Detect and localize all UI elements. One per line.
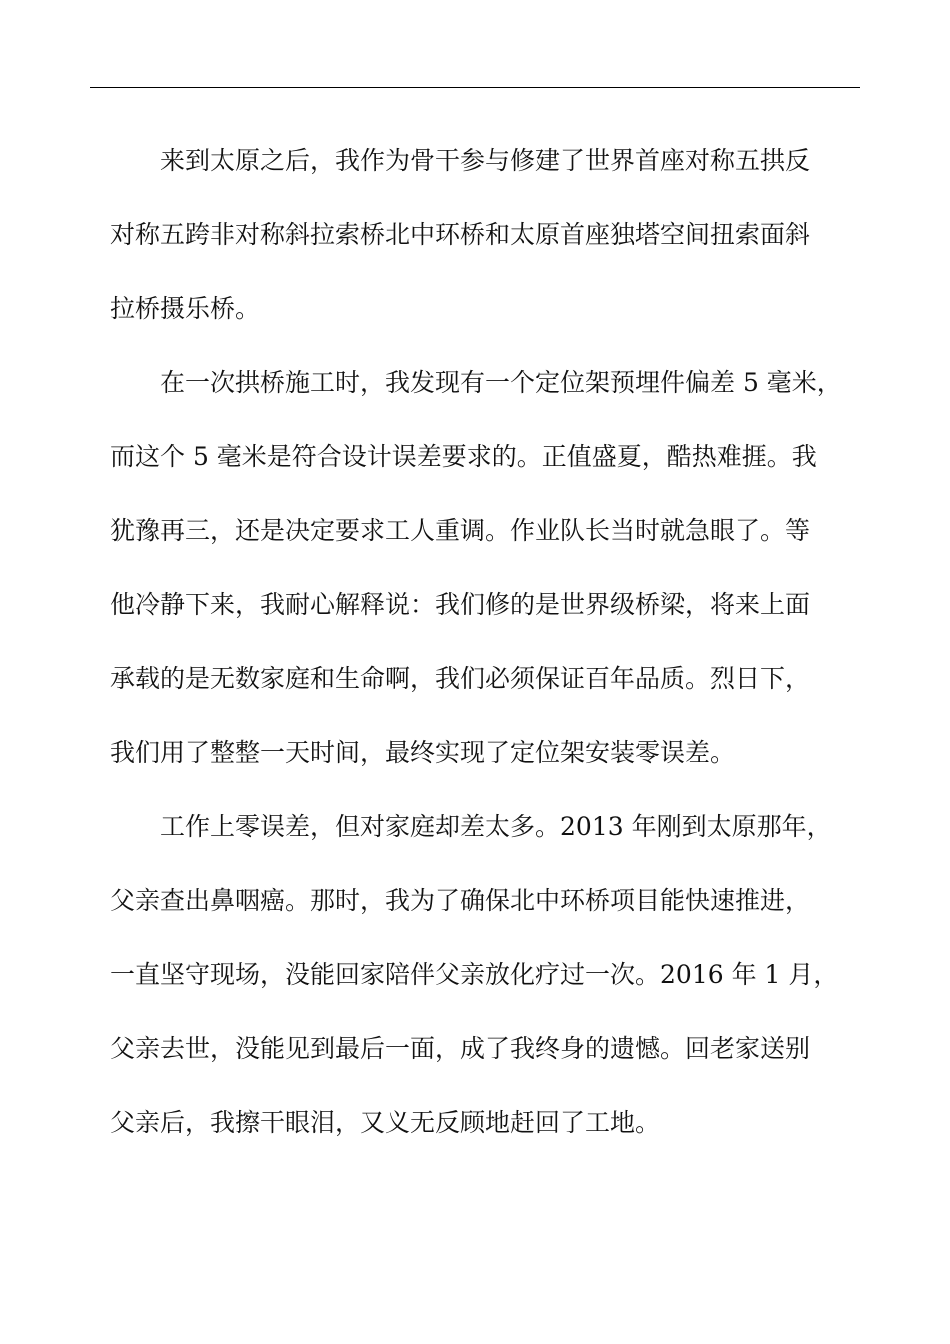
header-rule (90, 87, 860, 88)
text-line: 对称五跨非对称斜拉索桥北中环桥和太原首座独塔空间扭索面斜 (110, 220, 811, 249)
text-line: 犹豫再三，还是决定要求工人重调。作业队长当时就急眼了。等 (110, 516, 811, 545)
document-body (110, 132, 840, 1168)
text-line: 而这个 5 毫米是符合设计误差要求的。正值盛夏，酷热难捱。我 (110, 442, 817, 471)
text-line: 父亲查出鼻咽癌。那时，我为了确保北中环桥项目能快速推进， (110, 886, 811, 915)
paragraph-1 (110, 132, 840, 354)
text-line: 我们用了整整一天时间，最终实现了定位架安装零误差。 (110, 738, 736, 767)
paragraph-3 (110, 798, 840, 1168)
text-line: 拉桥摄乐桥。 (110, 294, 261, 323)
text-line: 父亲去世，没能见到最后一面，成了我终身的遗憾。回老家送别 (110, 1034, 811, 1063)
text-line: 他冷静下来，我耐心解释说：我们修的是世界级桥梁，将来上面 (110, 590, 811, 619)
text-line: 承载的是无数家庭和生命啊，我们必须保证百年品质。烈日下， (110, 664, 811, 693)
text-line: 一直坚守现场，没能回家陪伴父亲放化疗过一次。2016 年 1 月， (110, 960, 839, 989)
paragraph-2 (110, 354, 840, 798)
text-line: 在一次拱桥施工时，我发现有一个定位架预埋件偏差 5 毫米， (160, 368, 842, 397)
text-line: 来到太原之后，我作为骨干参与修建了世界首座对称五拱反 (160, 146, 811, 175)
text-line: 父亲后，我擦干眼泪，又义无反顾地赶回了工地。 (110, 1108, 661, 1137)
text-line: 工作上零误差，但对家庭却差太多。2013 年刚到太原那年， (160, 812, 832, 841)
